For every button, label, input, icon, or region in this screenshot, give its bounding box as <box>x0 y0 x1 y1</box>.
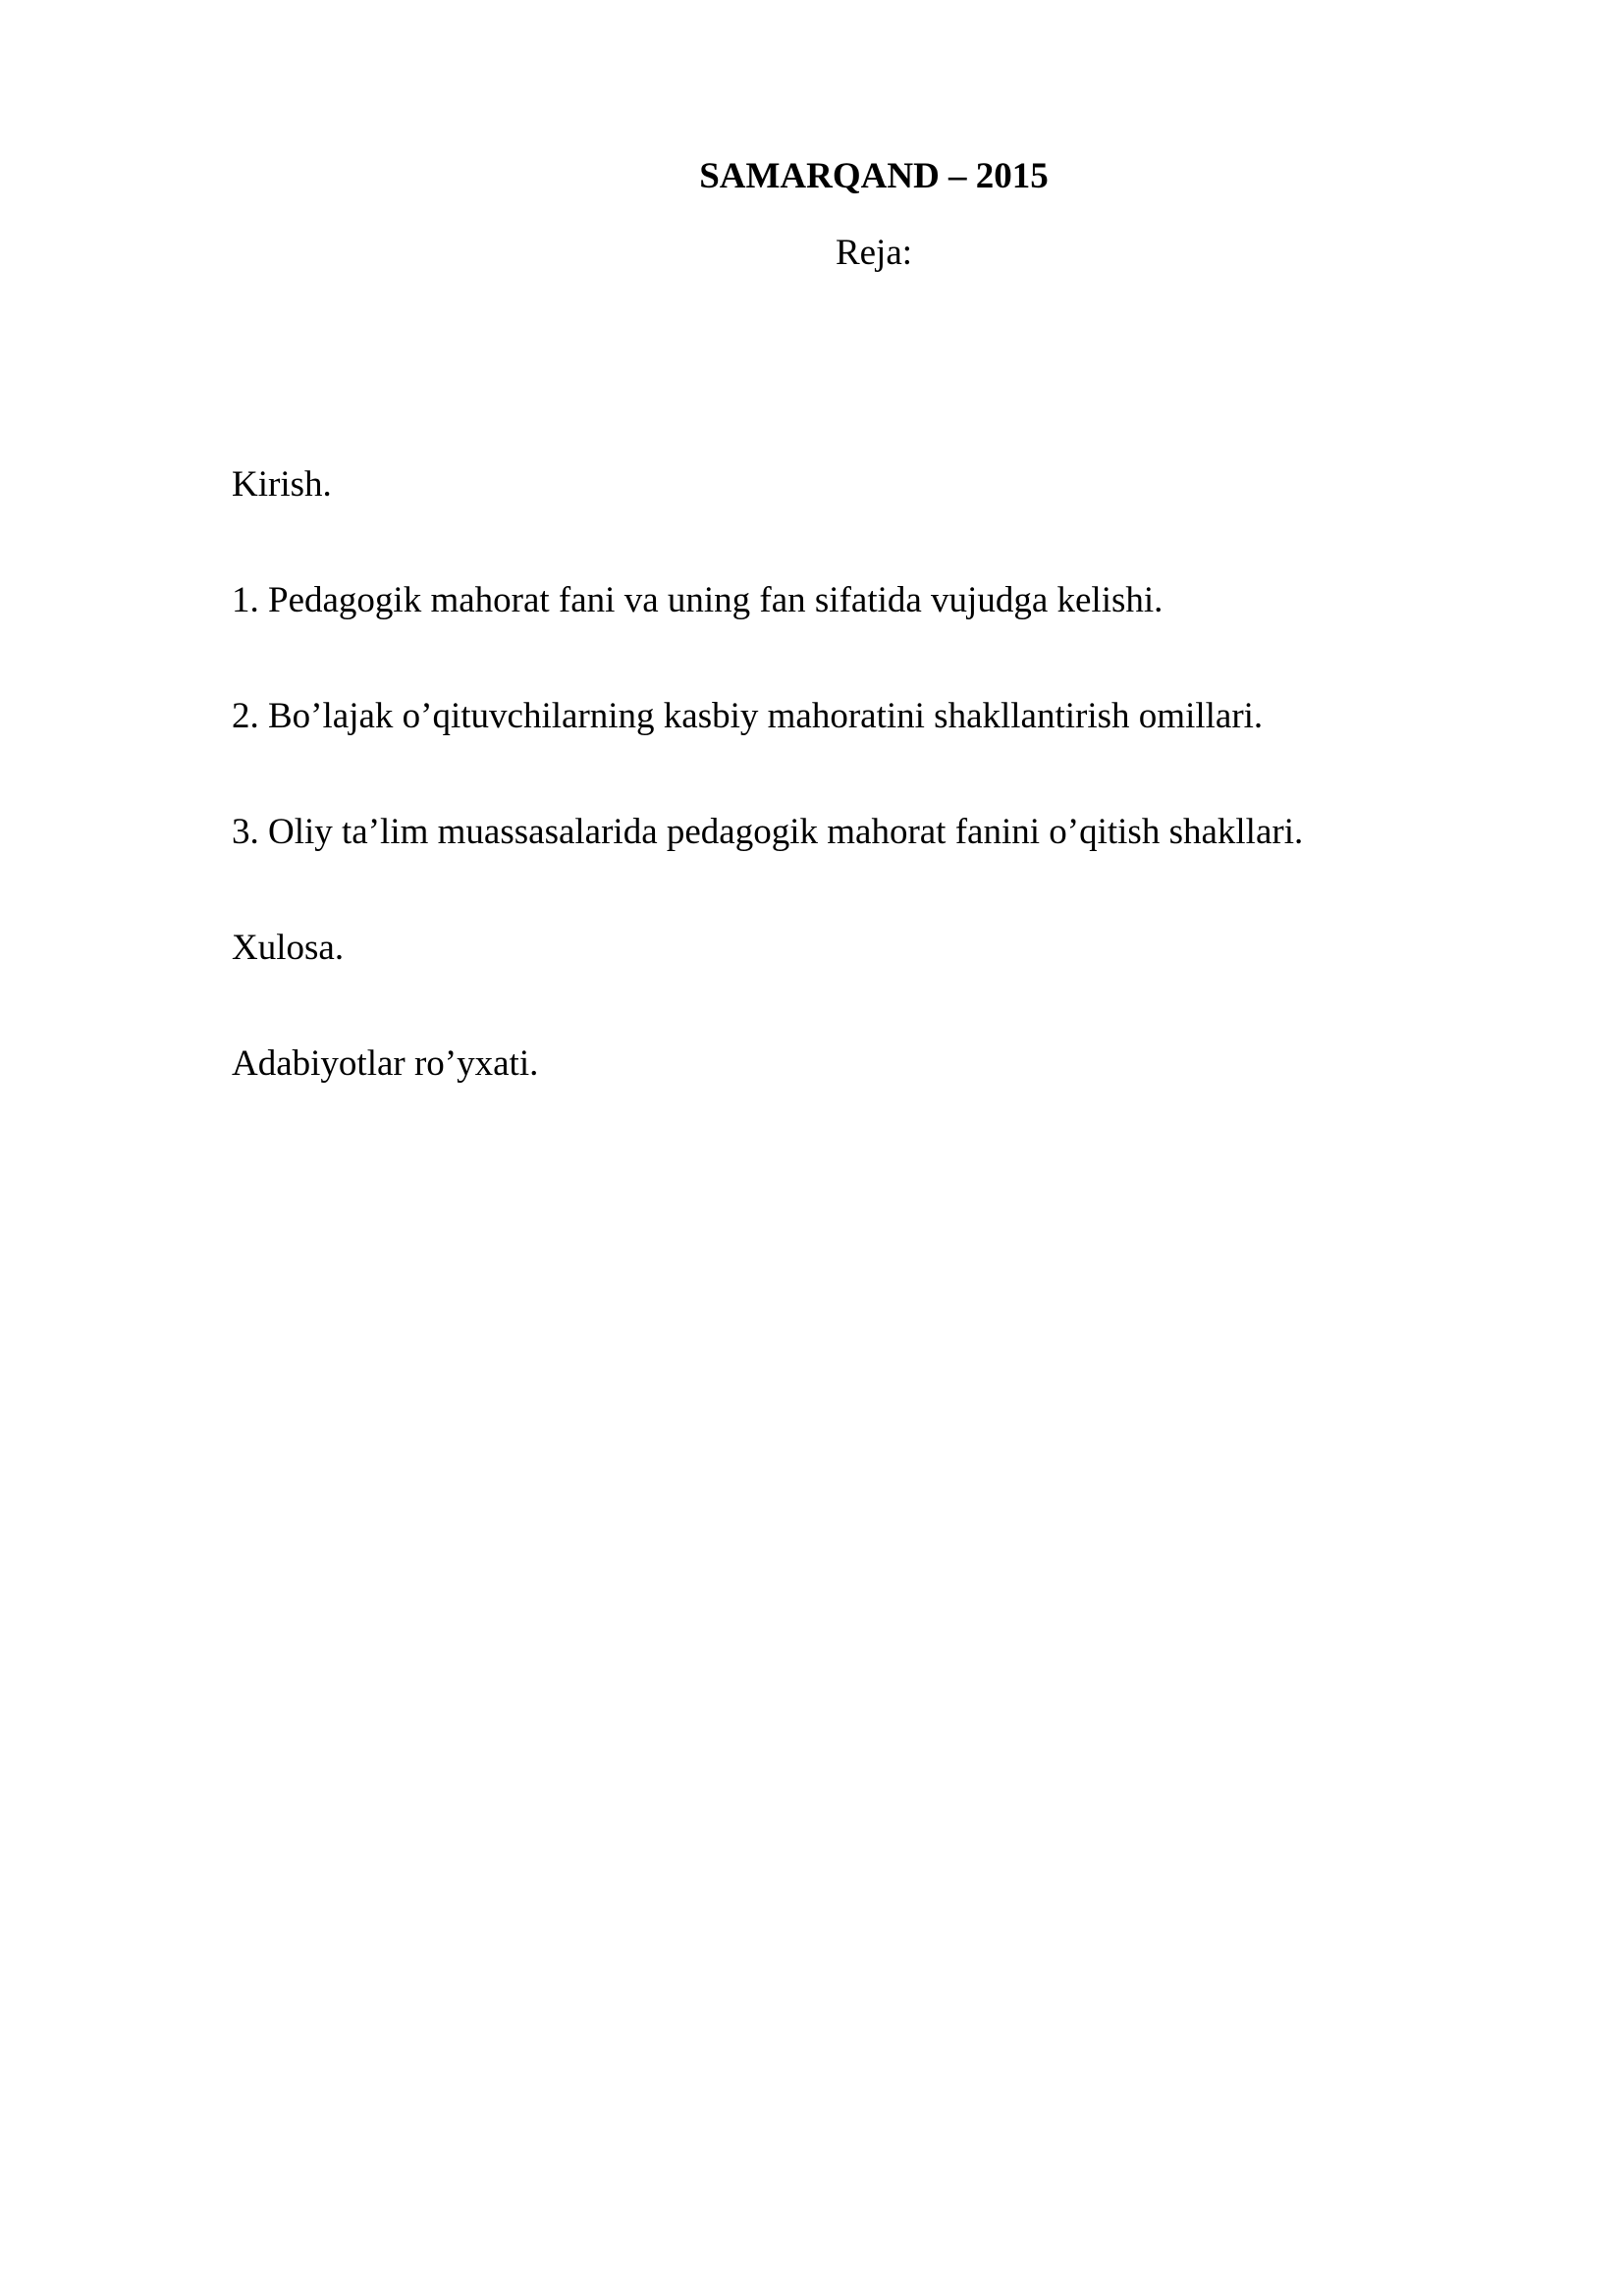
plan-heading: Reja: <box>835 233 913 273</box>
plan-item-2: 2. Bo’lajak o’qituvchilarning kasbiy mahoratini shakllantirish omillari. <box>232 696 1264 736</box>
plan-item-3: 3. Oliy ta’lim muassasalarida pedagogik mahorat fanini o’qitish shakllari. <box>232 812 1304 852</box>
plan-list <box>232 463 1303 1158</box>
plan-item-conclusion: Xulosa. <box>232 928 345 968</box>
plan-item-1: 1. Pedagogik mahorat fani va uning fan sifatida vujudga kelishi. <box>232 580 1164 620</box>
plan-item-introduction: Kirish. <box>232 464 332 505</box>
plan-item-references: Adabiyotlar ro’yxati. <box>232 1043 539 1084</box>
city-year-heading: SAMARQAND – 2015 <box>699 156 1049 196</box>
